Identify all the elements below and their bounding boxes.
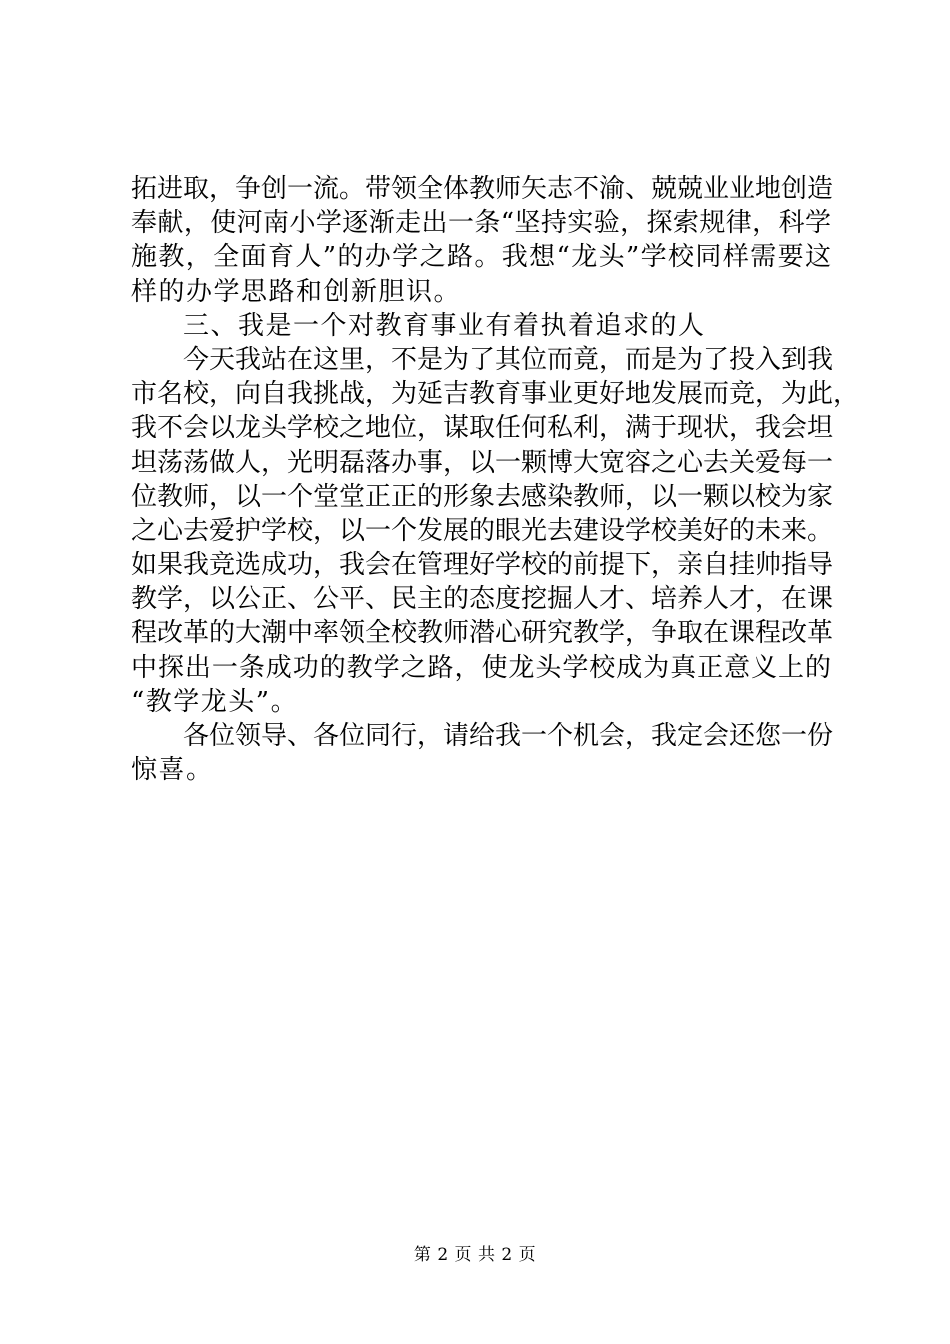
- text-line: 奉献，使河南小学逐渐走出一条“坚持实验，探索规律，科学: [131, 208, 831, 239]
- section-heading: 三、我是一个对教育事业有着执着追求的人: [183, 310, 706, 341]
- text-line: 施教，全面育人”的办学之路。我想“龙头”学校同样需要这: [131, 242, 831, 273]
- text-line: 之心去爱护学校，以一个发展的眼光去建设学校美好的未来。: [131, 515, 834, 546]
- text-line: 我不会以龙头学校之地位，谋取任何私利，满于现状，我会坦: [131, 413, 834, 444]
- text-line: 样的办学思路和创新胆识。: [131, 276, 462, 307]
- text-line: 位教师，以一个堂堂正正的形象去感染教师，以一颗以校为家: [131, 481, 834, 512]
- text-line: 惊喜。: [131, 755, 214, 786]
- page-number-footer: 第 2 页 共 2 页: [413, 1245, 537, 1265]
- text-line: 中探出一条成功的教学之路，使龙头学校成为真正意义上的: [131, 652, 831, 683]
- document-body: [131, 172, 860, 787]
- text-line: 如果我竞选成功，我会在管理好学校的前提下，亲自挂帅指导: [131, 550, 834, 581]
- text-line: 今天我站在这里，不是为了其位而竟，而是为了投入到我: [183, 344, 834, 375]
- text-line: 各位领导、各位同行，请给我一个机会，我定会还您一份: [183, 721, 834, 751]
- text-line: 市名校，向自我挑战，为延吉教育事业更好地发展而竞，为此，: [131, 379, 860, 410]
- text-line: 教学，以公正、公平、民主的态度挖掘人才、培养人才，在课: [131, 584, 834, 615]
- text-line: 坦荡荡做人，光明磊落办事，以一颗博大宽容之心去关爱每一: [131, 447, 834, 478]
- text-line: 拓进取，争创一流。带领全体教师矢志不渝、兢兢业业地创造: [131, 174, 834, 204]
- text-line: 程改革的大潮中率领全校教师潜心研究教学，争取在课程改革: [131, 618, 834, 649]
- text-line: “教学龙头”。: [131, 686, 299, 717]
